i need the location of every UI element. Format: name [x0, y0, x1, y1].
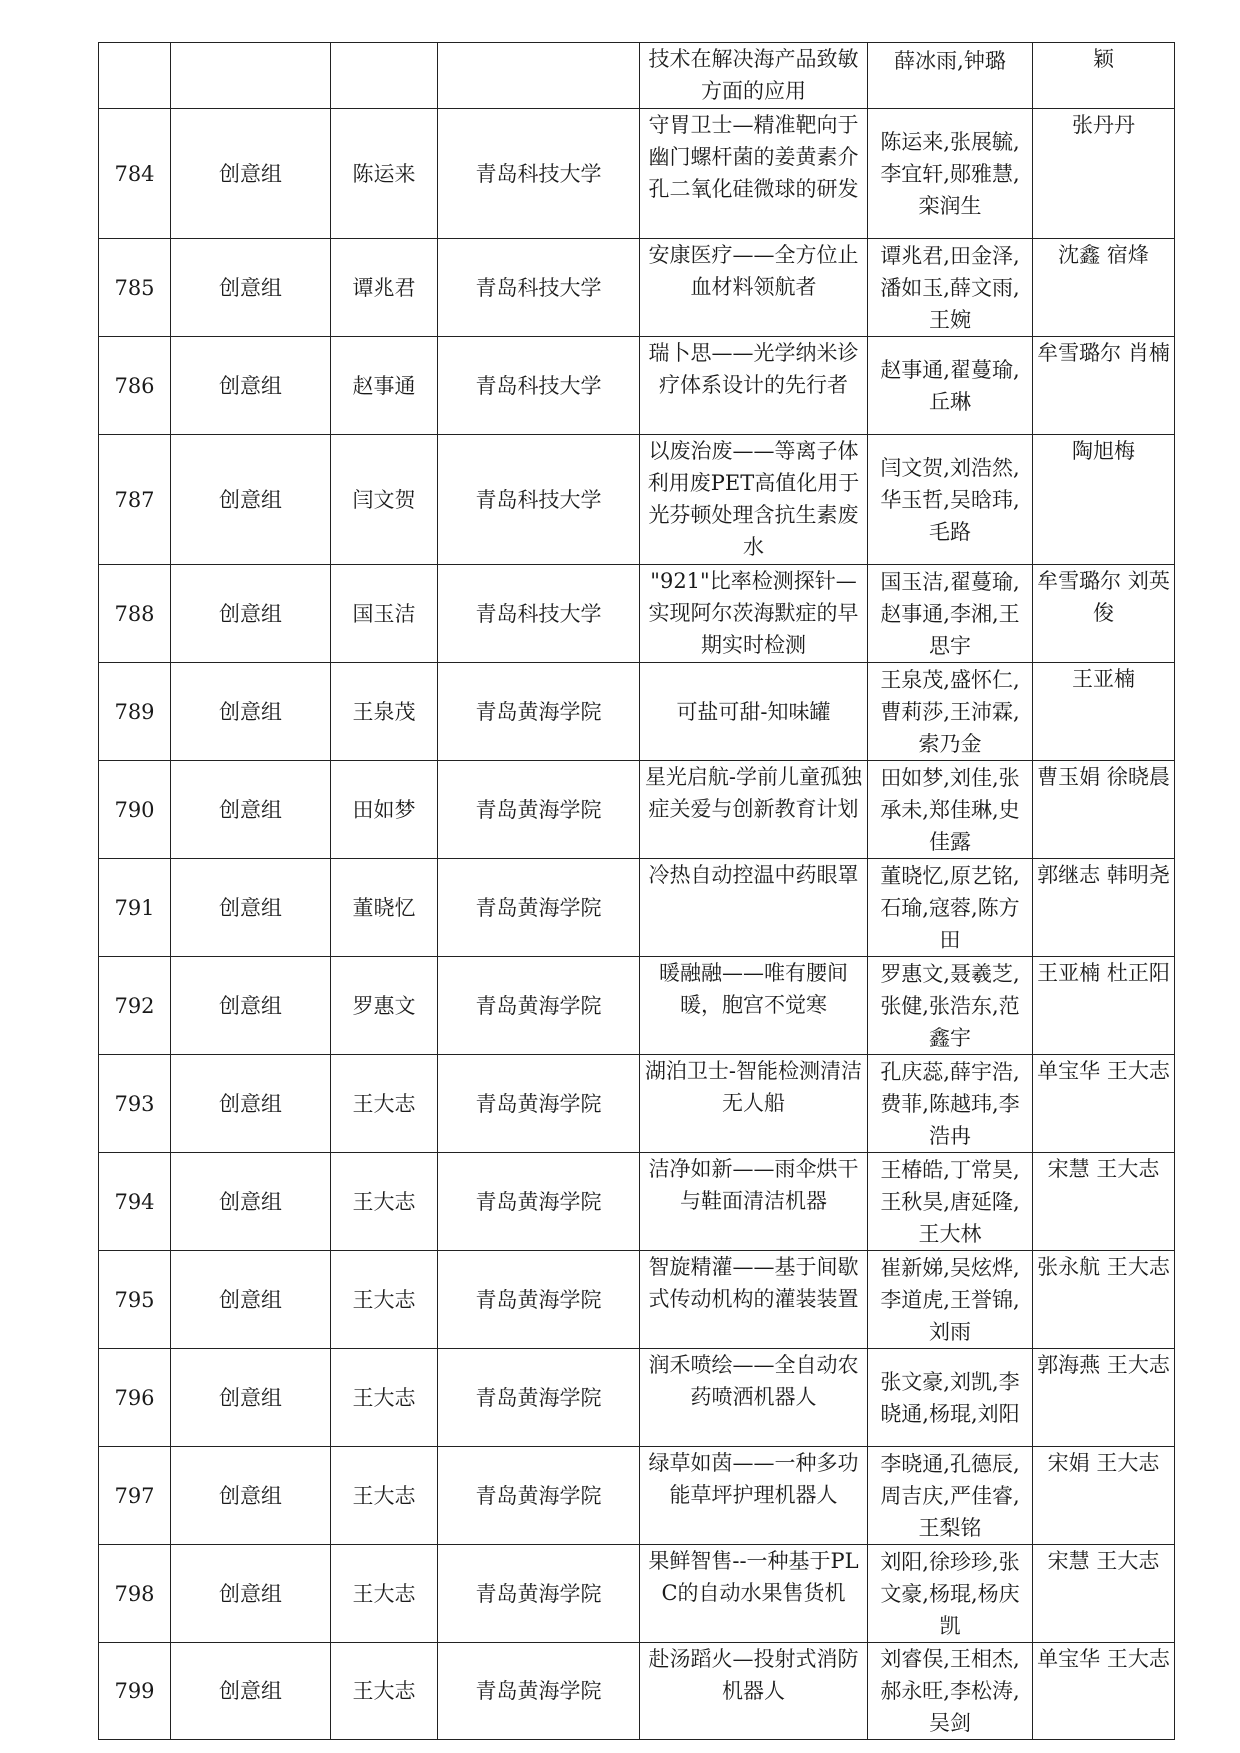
cell-project: 冷热自动控温中药眼罩	[640, 859, 868, 957]
cell-number: 793	[99, 1055, 171, 1153]
cell-advisor: 单宝华 王大志	[1033, 1643, 1175, 1740]
cell-leader: 闫文贺	[331, 435, 438, 565]
cell-school: 青岛黄海学院	[438, 1545, 640, 1643]
cell-number: 789	[99, 663, 171, 761]
cell-leader: 王大志	[331, 1153, 438, 1251]
cell-group: 创意组	[171, 239, 331, 337]
table-row	[99, 109, 1175, 239]
cell-advisor: 张永航 王大志	[1033, 1251, 1175, 1349]
table-row	[99, 1545, 1175, 1643]
table-row	[99, 1447, 1175, 1545]
cell-project: 湖泊卫士-智能检测清洁无人船	[640, 1055, 868, 1153]
table-row	[99, 239, 1175, 337]
cell-group: 创意组	[171, 565, 331, 663]
cell-group: 创意组	[171, 1349, 331, 1447]
cell-school: 青岛黄海学院	[438, 1643, 640, 1740]
cell-number: 798	[99, 1545, 171, 1643]
cell-school: 青岛黄海学院	[438, 663, 640, 761]
table-row	[99, 565, 1175, 663]
cell-group: 创意组	[171, 337, 331, 435]
cell-group: 创意组	[171, 435, 331, 565]
table-row	[99, 337, 1175, 435]
cell-project: 守胃卫士—精准靶向于幽门螺杆菌的姜黄素介孔二氧化硅微球的研发	[640, 109, 868, 239]
cell-number: 794	[99, 1153, 171, 1251]
cell-members: 董晓忆,原艺铭,石瑜,寇蓉,陈方田	[868, 859, 1033, 957]
table-row	[99, 1251, 1175, 1349]
cell-members: 国玉洁,翟蔓瑜,赵事通,李湘,王思宇	[868, 565, 1033, 663]
cell-project: 可盐可甜-知味罐	[640, 663, 868, 761]
table-row	[99, 1055, 1175, 1153]
cell-school: 青岛科技大学	[438, 337, 640, 435]
document-page	[98, 42, 1174, 1740]
cell-project: 安康医疗——全方位止血材料领航者	[640, 239, 868, 337]
cell-leader: 王大志	[331, 1349, 438, 1447]
table-row	[99, 43, 1175, 109]
cell-number: 787	[99, 435, 171, 565]
cell-project: 星光启航-学前儿童孤独症关爱与创新教育计划	[640, 761, 868, 859]
table-row	[99, 957, 1175, 1055]
cell-members: 刘睿俣,王相杰,郝永旺,李松涛,吴剑	[868, 1643, 1033, 1740]
cell-advisor: 单宝华 王大志	[1033, 1055, 1175, 1153]
cell-advisor: 王亚楠	[1033, 663, 1175, 761]
cell-number: 785	[99, 239, 171, 337]
cell-number: 795	[99, 1251, 171, 1349]
cell-advisor: 牟雪璐尔 刘英俊	[1033, 565, 1175, 663]
cell-advisor: 颖	[1033, 43, 1175, 109]
cell-leader: 陈运来	[331, 109, 438, 239]
cell-advisor: 沈鑫 宿烽	[1033, 239, 1175, 337]
cell-school	[438, 43, 640, 109]
cell-leader: 赵事通	[331, 337, 438, 435]
cell-leader: 罗惠文	[331, 957, 438, 1055]
cell-advisor: 郭继志 韩明尧	[1033, 859, 1175, 957]
cell-school: 青岛黄海学院	[438, 1251, 640, 1349]
cell-school: 青岛黄海学院	[438, 1349, 640, 1447]
cell-project: 润禾喷绘——全自动农药喷洒机器人	[640, 1349, 868, 1447]
cell-number: 791	[99, 859, 171, 957]
cell-advisor: 宋娟 王大志	[1033, 1447, 1175, 1545]
table-row	[99, 435, 1175, 565]
cell-school: 青岛黄海学院	[438, 859, 640, 957]
cell-leader: 王大志	[331, 1643, 438, 1740]
table-row	[99, 859, 1175, 957]
cell-leader: 田如梦	[331, 761, 438, 859]
cell-project: 以废治废——等离子体利用废PET高值化用于光芬顿处理含抗生素废水	[640, 435, 868, 565]
cell-number: 796	[99, 1349, 171, 1447]
cell-group: 创意组	[171, 1447, 331, 1545]
table-row	[99, 761, 1175, 859]
cell-project: 智旋精灌——基于间歇式传动机构的灌装装置	[640, 1251, 868, 1349]
cell-school: 青岛科技大学	[438, 565, 640, 663]
cell-leader: 王大志	[331, 1545, 438, 1643]
cell-group: 创意组	[171, 1153, 331, 1251]
cell-number: 784	[99, 109, 171, 239]
cell-project: 洁净如新——雨伞烘干与鞋面清洁机器	[640, 1153, 868, 1251]
cell-number: 797	[99, 1447, 171, 1545]
cell-project: "921"比率检测探针—实现阿尔茨海默症的早期实时检测	[640, 565, 868, 663]
cell-group: 创意组	[171, 109, 331, 239]
table-row	[99, 1349, 1175, 1447]
cell-school: 青岛科技大学	[438, 239, 640, 337]
cell-group: 创意组	[171, 663, 331, 761]
cell-group: 创意组	[171, 1545, 331, 1643]
cell-group: 创意组	[171, 957, 331, 1055]
cell-advisor: 张丹丹	[1033, 109, 1175, 239]
cell-group: 创意组	[171, 1055, 331, 1153]
cell-advisor: 牟雪璐尔 肖楠	[1033, 337, 1175, 435]
award-list-table	[98, 42, 1175, 1740]
cell-advisor: 宋慧 王大志	[1033, 1153, 1175, 1251]
cell-members: 李晓通,孔德辰,周吉庆,严佳睿,王梨铭	[868, 1447, 1033, 1545]
cell-school: 青岛黄海学院	[438, 1447, 640, 1545]
cell-advisor: 宋慧 王大志	[1033, 1545, 1175, 1643]
cell-members: 陈运来,张展毓,李宜轩,郧雅慧,栾润生	[868, 109, 1033, 239]
cell-school: 青岛黄海学院	[438, 957, 640, 1055]
cell-project: 赴汤蹈火—投射式消防机器人	[640, 1643, 868, 1740]
cell-leader: 国玉洁	[331, 565, 438, 663]
cell-members: 谭兆君,田金泽,潘如玉,薛文雨,王婉	[868, 239, 1033, 337]
cell-number: 792	[99, 957, 171, 1055]
cell-advisor: 曹玉娟 徐晓晨	[1033, 761, 1175, 859]
cell-school: 青岛黄海学院	[438, 1153, 640, 1251]
cell-group: 创意组	[171, 1251, 331, 1349]
cell-group: 创意组	[171, 1643, 331, 1740]
cell-members: 罗惠文,聂羲芝,张健,张浩东,范鑫宇	[868, 957, 1033, 1055]
cell-leader: 王大志	[331, 1251, 438, 1349]
cell-leader: 谭兆君	[331, 239, 438, 337]
cell-members: 孔庆蕊,薛宇浩,费菲,陈越玮,李浩冉	[868, 1055, 1033, 1153]
cell-number: 786	[99, 337, 171, 435]
cell-members: 王椿皓,丁常昊,王秋昊,唐延隆,王大林	[868, 1153, 1033, 1251]
cell-group: 创意组	[171, 859, 331, 957]
cell-project: 暖融融——唯有腰间暖，胞宫不觉寒	[640, 957, 868, 1055]
cell-number: 790	[99, 761, 171, 859]
cell-members: 刘阳,徐珍珍,张文豪,杨琨,杨庆凯	[868, 1545, 1033, 1643]
cell-school: 青岛科技大学	[438, 435, 640, 565]
cell-advisor: 王亚楠 杜正阳	[1033, 957, 1175, 1055]
cell-project: 绿草如茵——一种多功能草坪护理机器人	[640, 1447, 868, 1545]
cell-group	[171, 43, 331, 109]
cell-members: 崔新娣,吴炫烨,李道虎,王誉锦,刘雨	[868, 1251, 1033, 1349]
cell-group: 创意组	[171, 761, 331, 859]
cell-leader: 董晓忆	[331, 859, 438, 957]
cell-members: 张文豪,刘凯,李晓通,杨琨,刘阳	[868, 1349, 1033, 1447]
cell-leader: 王大志	[331, 1055, 438, 1153]
table-row	[99, 663, 1175, 761]
cell-advisor: 陶旭梅	[1033, 435, 1175, 565]
table-row	[99, 1153, 1175, 1251]
cell-members: 闫文贺,刘浩然,华玉哲,吴晗玮,毛路	[868, 435, 1033, 565]
cell-members: 薛冰雨,钟璐	[868, 43, 1033, 109]
cell-advisor: 郭海燕 王大志	[1033, 1349, 1175, 1447]
cell-members: 王泉茂,盛怀仁,曹莉莎,王沛霖,索乃金	[868, 663, 1033, 761]
cell-leader: 王大志	[331, 1447, 438, 1545]
cell-members: 田如梦,刘佳,张承未,郑佳琳,史佳露	[868, 761, 1033, 859]
cell-number: 799	[99, 1643, 171, 1740]
cell-number	[99, 43, 171, 109]
table-row	[99, 1643, 1175, 1740]
cell-project: 果鲜智售--一种基于PLC的自动水果售货机	[640, 1545, 868, 1643]
cell-school: 青岛科技大学	[438, 109, 640, 239]
cell-leader: 王泉茂	[331, 663, 438, 761]
cell-members: 赵事通,翟蔓瑜,丘琳	[868, 337, 1033, 435]
cell-school: 青岛黄海学院	[438, 1055, 640, 1153]
cell-number: 788	[99, 565, 171, 663]
cell-school: 青岛黄海学院	[438, 761, 640, 859]
cell-project: 瑞卜思——光学纳米诊疗体系设计的先行者	[640, 337, 868, 435]
cell-project: 技术在解决海产品致敏方面的应用	[640, 43, 868, 109]
cell-leader	[331, 43, 438, 109]
